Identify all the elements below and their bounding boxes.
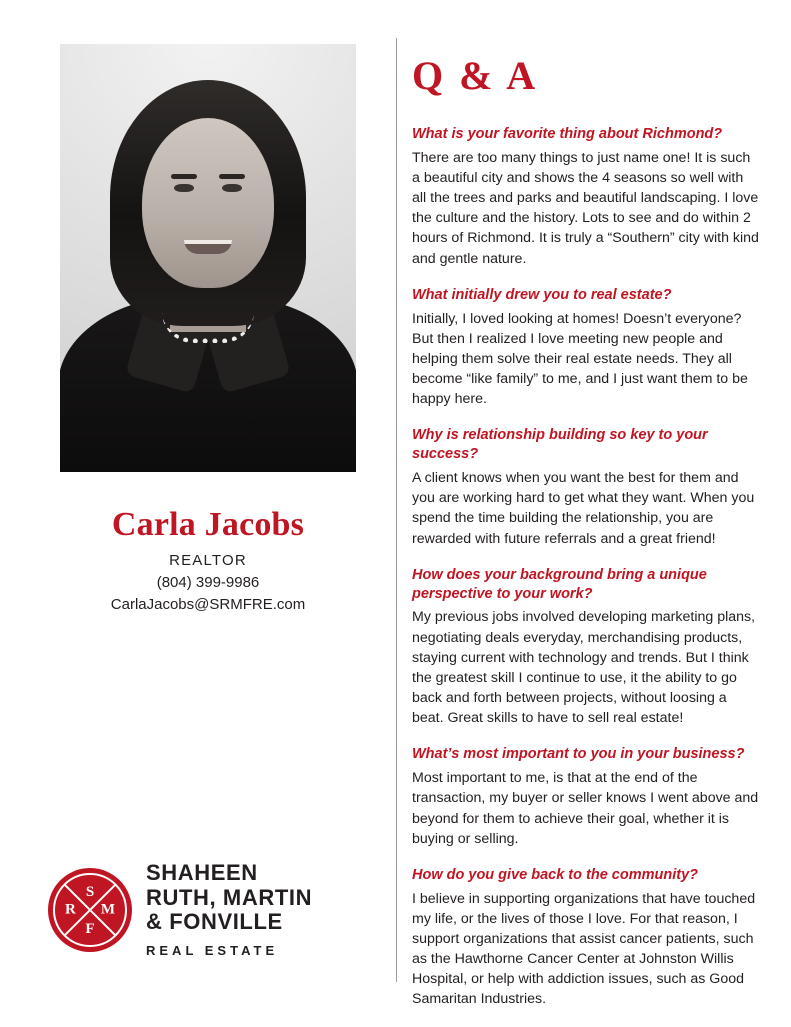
logo-line-1: SHAHEEN	[146, 860, 258, 886]
agent-portrait-photo	[60, 44, 356, 472]
qa-answer: There are too many things to just name one! It is such a beautiful city and shows the 4 seasons so well with all the trees and parks and beautiful landscaping. I love the culture and the history. Lots to see and do within 2 hours of Richmond. It is truly a “Southern” city with kind and gentle nature.	[412, 149, 759, 267]
logo-letter-top: S	[85, 883, 95, 900]
brokerage-logo	[48, 861, 348, 958]
agent-phone[interactable]: (804) 399-9986	[156, 574, 260, 591]
portrait-eye-left	[174, 184, 194, 192]
logo-letter-right: M	[100, 901, 115, 918]
qa-column	[412, 52, 760, 1027]
qa-question: What is your favorite thing about Richmond?	[412, 126, 723, 142]
qa-question: How does your background bring a unique perspective to your work?	[412, 566, 707, 602]
portrait-smile	[184, 240, 232, 254]
qa-item	[412, 866, 760, 1010]
logo-wordmark	[146, 861, 348, 958]
qa-item	[412, 745, 760, 848]
portrait-eye-right	[222, 184, 242, 192]
logo-letter-left: R	[65, 901, 76, 918]
logo-subtitle: REAL ESTATE	[146, 943, 279, 958]
qa-item	[412, 125, 760, 269]
qa-item	[412, 286, 760, 410]
logo-line-3: & FONVILLE	[146, 909, 283, 935]
portrait-eyebrow-left	[171, 174, 197, 179]
qa-heading: Q & A	[412, 53, 539, 98]
qa-question: How do you give back to the community?	[412, 866, 698, 883]
qa-question: Why is relationship building so key to your success?	[412, 427, 708, 463]
agent-job-title: REALTOR	[169, 552, 247, 569]
qa-item	[412, 566, 760, 729]
qa-answer: Most important to me, is that at the end of the transaction, my buyer or seller knows I went above and beyond for them to achieve their goal, whether it is buying or selling.	[412, 770, 759, 847]
agent-email[interactable]: CarlaJacobs@SRMFRE.com	[110, 596, 306, 613]
qa-question: What’s most important to you in your business?	[412, 746, 745, 763]
qa-item	[412, 426, 760, 548]
qa-answer: A client knows when you want the best for them and you are working hard to get what they want. When you spend the time building the relationship, you are rewarded with future referrals and a great friend!	[412, 470, 755, 547]
agent-name: Carla Jacobs	[111, 506, 305, 543]
portrait-background	[60, 44, 356, 472]
qa-answer: Initially, I loved looking at homes! Doesn’t everyone? But then I realized I love meeting new people and helping them solve their real estate needs. They all become “like family” to me, and I just want them to be happy here.	[412, 310, 748, 408]
qa-answer: I believe in supporting organizations that have touched my life, or the lives of those I love. For that reason, I support organizations that assist cancer patients, such as the Hawthorne Cancer Center at Johnston Willis Hospital, or help with addiction issues, such as Good Samaritan Industries.	[412, 890, 756, 1008]
logo-line-2: RUTH, MARTIN	[146, 884, 313, 910]
logo-monogram-icon	[48, 868, 132, 952]
logo-letter-bottom: F	[85, 920, 95, 937]
qa-question: What initially drew you to real estate?	[412, 286, 672, 303]
portrait-eyebrow-right	[219, 174, 245, 179]
qa-answer: My previous jobs involved developing marketing plans, negotiating deals everyday, merchandising products, staying current with technology and trends. But I think the greatest skill I continue to use, it the ability to go back and forth between projects, without loosing a beat. Great skills to have to sell real estate!	[412, 609, 756, 727]
portrait-face	[142, 118, 274, 288]
column-divider	[396, 38, 397, 982]
